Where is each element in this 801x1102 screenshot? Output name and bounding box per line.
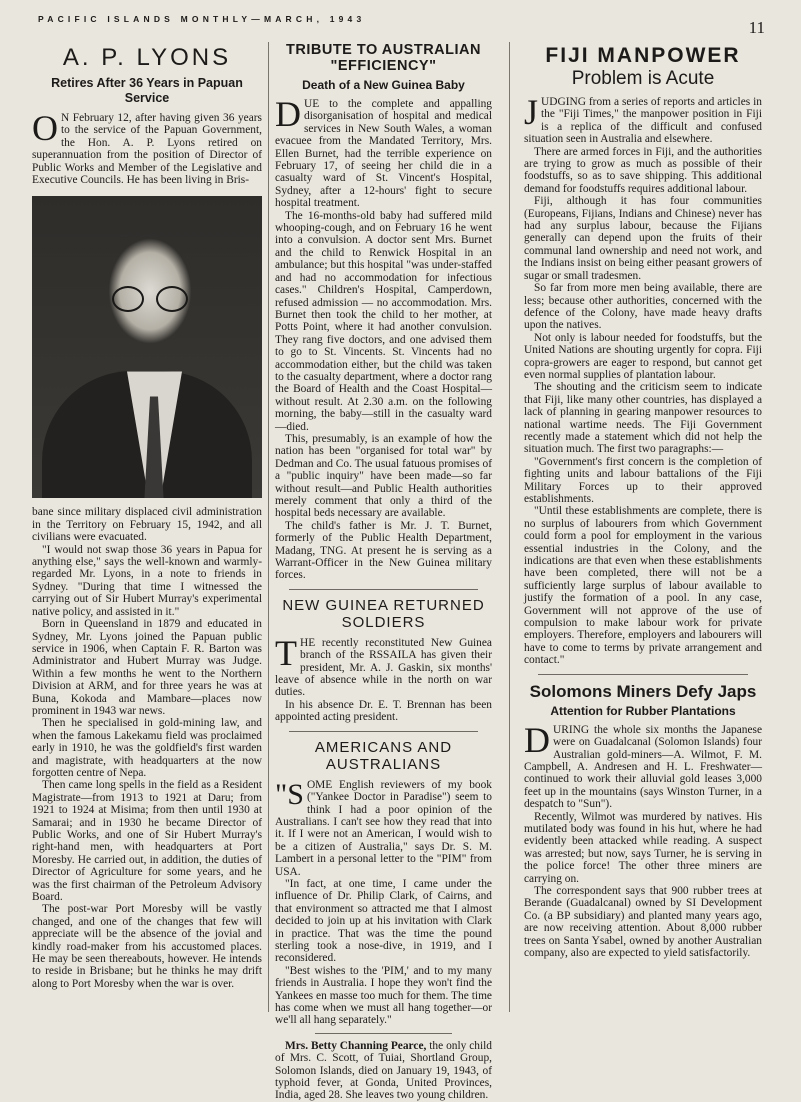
article-title: FIJI MANPOWER <box>545 44 741 67</box>
article-fiji <box>524 42 762 959</box>
article-paragraph: JUDGING from a series of reports and articles in the "Fiji Times," the manpower position in Fiji is a replica of the difficult and confused situation seen in Australia and elsewhere. <box>524 92 762 146</box>
page-number: 11 <box>748 18 765 37</box>
article-paragraph: Then came long spells in the field as a Resident Magistrate—from 1913 to 1921 at Daru; from 1921 to 1924 at Misima; from then until 1930 at Samarai; and in 1930 he became Director of Public Works, and one of Sir Hubert Murray's right-hand men, with headquarters at Port Moresby. He carried out, in addition, the duties of Director of Agriculture for some years, and he was the first chairman of the Petroleum Advisory Board. <box>32 779 262 904</box>
article-paragraph: "Best wishes to the 'PIM,' and to my many friends in Australia. I hope they won't find the Yankees en masse too much for them. The time has come when we must all hang together—or we'll all hang separately." <box>275 964 492 1027</box>
article-paragraph: Fiji, although it has four communities (Europeans, Fijians, Indians and Chinese) never has had any surplus labour, because the Fijians generally can depend upon the fruits of their communal land ownership and need not work, and the Indians insist on being either peasant growers of sugar or small tradesmen. <box>524 195 762 282</box>
article-paragraph: THE recently reconstituted New Guinea branch of the RSSAILA has given their president, Mr. A. J. Gaskin, six months' leave of absence while in the north on war duties. <box>275 632 492 699</box>
drop-cap: D <box>275 94 301 134</box>
article-subtitle: Problem is Acute <box>571 68 715 89</box>
article-paragraph: Recently, Wilmot was murdered by natives. His mutilated body was found in his hut, where he had evidently been attacked while reading. A suspect was arrested; but now, says Turner, he is serving in the police force! The other three miners are carrying on. <box>524 810 762 885</box>
drop-cap: D <box>524 719 550 760</box>
article-title: TRIBUTE TO AUSTRALIAN "EFFICIENCY" <box>286 42 481 74</box>
article-paragraph: The post-war Port Moresby will be vastly changed, and one of the changes that few will appreciate will be the absence of the jovial and kindly road-maker from his accustomed places. He may be seen thereabouts, however. He intends to reside in Brisbane; but he thinks he may drift along to Port Moresby when the war is over. <box>32 903 262 990</box>
article-paragraph: "Until these establishments are complete, there is no surplus of labourers from which Government could form a pool for employment in the various essential industries in the Colony, and the indications are that even when these establishments have been completed, there will not be a sufficiently large surplus of labour available to justify the formation of a pool. In any case, Government will not approve of the use of compulsion to make labour work for private employers. Therefore, employers and labourers will have to come to terms by private arrangement and contact." <box>524 505 762 667</box>
article-paragraph: Mrs. Betty Channing Pearce, the only child of Mrs. C. Scott, of Tuiai, Shortland Group, Solomon Islands, died on January 19, 1943, of typhoid fever, at Gonda, United Provinces, India, aged 28. She leaves two young children. <box>275 1039 492 1102</box>
divider <box>289 589 478 590</box>
article-title: A. P. LYONS <box>62 44 232 71</box>
article-paragraph: The correspondent says that 900 rubber trees at Berande (Guadalcanal) owned by SI Development Co. (a BP subsidiary) and planted many years ago, are now receiving attention. About 8,000 rubber trees on Santa Ysabel, owned by another Australian company, also are expected to yield satisfactorily. <box>524 884 762 959</box>
article-paragraph: bane since military displaced civil administration in the Territory on February 15, 1942, and all civilians were evacuated. <box>32 506 262 544</box>
article-title: Solomons Miners Defy Japs <box>529 681 757 701</box>
article-paragraph: O N February 12, after having given 36 years to the service of the Papuan Government, the Hon. A. P. Lyons retired on superannuation from the position of Director of Public Works and Member of the Legislative and Executive Councils. He has been living in Bris- <box>32 108 262 187</box>
drop-cap: J <box>524 92 539 132</box>
article-title: NEW GUINEA RETURNED SOLDIERS <box>282 596 485 631</box>
article-paragraph: Born in Queensland in 1879 and educated in Sydney, Mr. Lyons joined the Papuan public service in 1906, when Captain F. R. Barton was Administrator and Hubert Murray was Judge. Within a few months he went to the Northern Division at ARM, and for three years he was at Buna, Kokoda and Mambare—places now prominent in 1943 war news. <box>32 618 262 717</box>
article-subtitle: Death of a New Guinea Baby <box>302 78 465 92</box>
article-paragraph: "SOME English reviewers of my book ("Yankee Doctor in Paradise") seem to think I had a poor opinion of the Australians. I can't see how they read that into it. If I were not an American, I would wish to be a citizen of Australia," says Dr. S. M. Lambert in a personal letter to the "PIM" from USA. <box>275 777 492 878</box>
article-paragraph: "In fact, at one time, I came under the influence of Dr. Philip Clark, of Cairns, and that environment so attracted me that I almost decided to join up at his invitation with Clark in practice. That was the time the pound sterling took a nose-dive, in 1919, and I reconsidered. <box>275 877 492 965</box>
article-paragraph: Then he specialised in gold-mining law, and when the famous Lakekamu field was proclaimed early in 1910, he was the goldfield's first warden and magistrate, with headquarters at the now forgotten centre of Nepa. <box>32 717 262 779</box>
divider <box>315 1033 452 1034</box>
article-paragraph: The child's father is Mr. J. T. Burnet, formerly of the Public Health Department, Madang, TNG. At present he is serving as a Warrant-Officer in the New Guinea military forces. <box>275 519 492 582</box>
column-rule <box>268 42 269 1012</box>
article-paragraph: The shouting and the criticism seem to indicate that Fiji, like many other countries, has displayed a lack of planning in gearing manpower resources to national wartime needs. The Fiji Government recently made a statement which did not help the situation much. The first two paragraphs:— <box>524 381 762 456</box>
article-subtitle: Attention for Rubber Plantations <box>550 703 736 718</box>
divider <box>289 731 478 732</box>
article-lyons <box>32 42 262 990</box>
drop-cap: "S <box>275 777 304 811</box>
article-paragraph: "I would not swap those 36 years in Papua for anything else," says the well-known and warmly-regarded Mr. Lyons, in a note to friends in Sydney. "During that time I witnessed the carrying out of Sir Hubert Murray's experimental native policy, and assisted in it." <box>32 543 262 618</box>
article-title: AMERICANS AND AUSTRALIANS <box>314 738 453 773</box>
divider <box>538 674 748 675</box>
article-paragraph: The 16-months-old baby had suffered mild whooping-cough, and on February 16 he went into a convulsion. A doctor sent Mrs. Burnet and the child to Renwick Hospital in an ambulance; but this hospital "was under-staffed and had no accommodation for infectious cases." Children's Hospital, Camperdown, refused admission — no accommodation. Mrs. Burnet then took the child to her mother, at Potts Point, where it had another convulsion. They rang five doctors, and one advised them to go to St. Vincents. St. Vincents had no accommodation either, but the child was taken to the casualty department, where a doctor rang the Board of Health and the Coast Hospital—without result. At 2.30 a.m. on the following morning, the baby—still in the casualty ward—died. <box>275 209 492 433</box>
article-paragraph: There are armed forces in Fiji, and the authorities are trying to grow as much as possible of their foodstuffs, so as to save shipping. This additional demand for foodstuffs requires additional labour. <box>524 145 762 195</box>
drop-cap: T <box>275 632 297 673</box>
column-rule <box>509 42 510 1012</box>
article-subtitle: Retires After 36 Years in Papuan Service <box>51 76 243 105</box>
article-paragraph: So far from more men being available, there are less; because other authorities, concerned with the defence of the Colony, have made heavy drafts upon the natives. <box>524 282 762 332</box>
drop-cap: O <box>32 108 58 148</box>
article-tribute <box>275 42 492 1102</box>
portrait-photo <box>32 196 262 498</box>
article-paragraph: Not only is labour needed for foodstuffs, but the United Nations are shouting urgently for copra. Fiji copra-growers are eager to respond, but cannot get even normal supplies of plantation labour. <box>524 331 762 381</box>
running-head: PACIFIC ISLANDS MONTHLY—MARCH, 1943 <box>38 14 366 24</box>
article-paragraph: "Government's first concern is the completion of fighting units and labour battalions of the Fiji Military Forces up to their approved establishments. <box>524 455 762 505</box>
article-paragraph: In his absence Dr. E. T. Brennan has been appointed acting president. <box>275 698 492 724</box>
article-paragraph: This, presumably, is an example of how the nation has been "organised for total war" by Dedman and Co. The usual fatuous promises of a "public inquiry" have been made—so far without result—and Public Health authorities merely comment that only a third of the hospital beds necessary are available. <box>275 432 492 520</box>
article-paragraph: DUE to the complete and appalling disorganisation of hospital and medical services in New South Wales, a woman evacuee from the Mandated Territory, Mrs. Ellen Burnet, had the terrible experience on February 17, of seeing her child die in a casualty ward of St. Vincent's Hospital, Sydney, after a 12-hours' fight to secure hospital treatment. <box>275 94 492 210</box>
article-paragraph: DURING the whole six months the Japanese were on Guadalcanal (Solomon Islands) four Australian gold-miners—A. Wilmot, F. M. Campbell, A. Andresen and H. L. Freshwater—continued to work their alluvial gold leases 3,000 feet up in the mountains (says Winston Turner, in a despatch to "Sun"). <box>524 719 762 811</box>
